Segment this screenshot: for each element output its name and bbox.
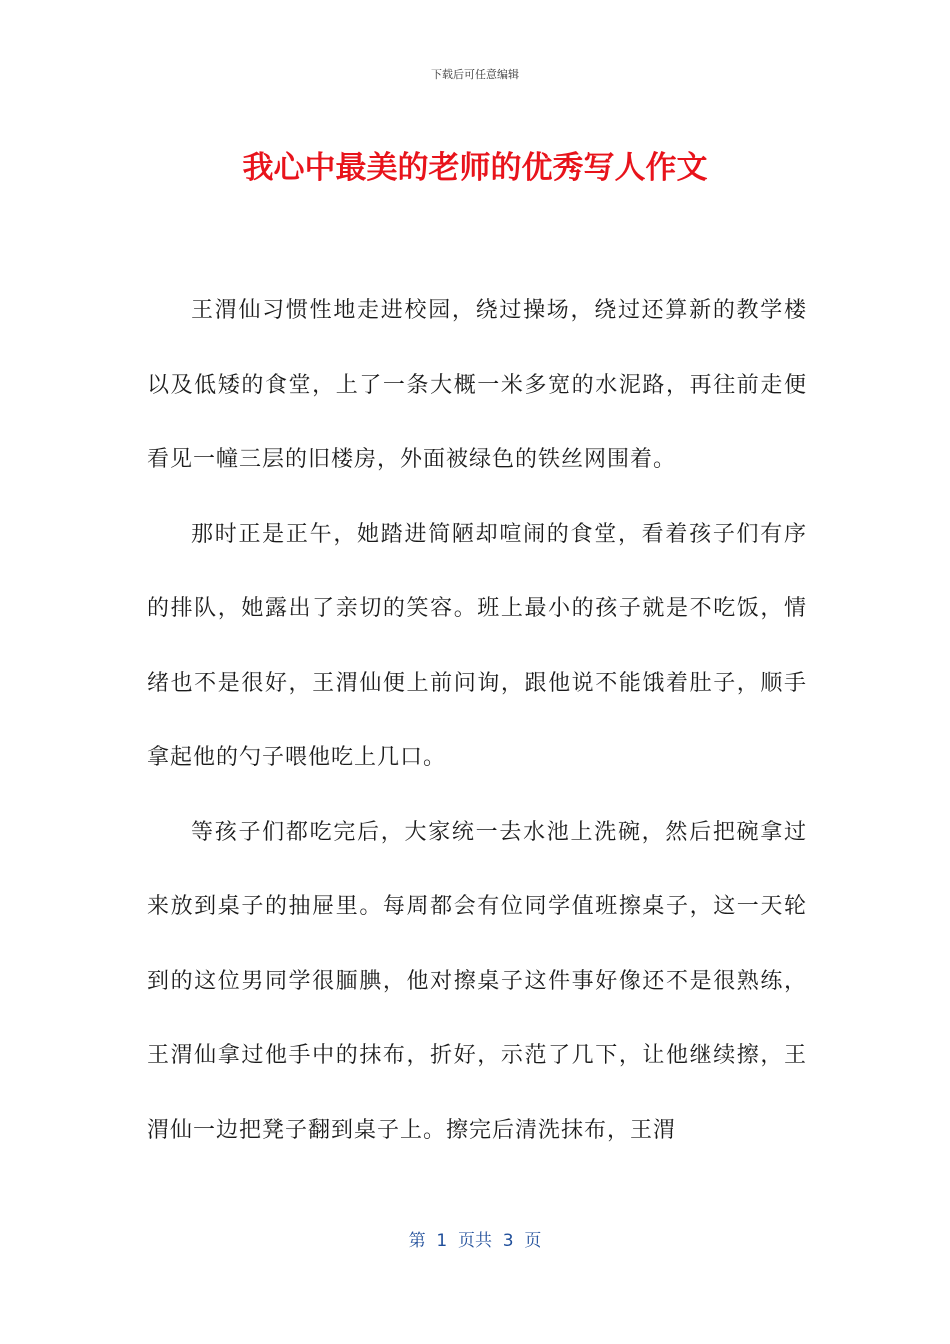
header-note: 下载后可任意编辑 — [431, 68, 519, 81]
paragraph-2: 那时正是正午，她踏进简陋却喧闹的食堂，看着孩子们有序的排队，她露出了亲切的笑容。班上最小的孩子就是不吃饭，情绪也不是很好，王渭仙便上前问询，跟他说不能饿着肚子，顺手拿起他的勺子喂他吃上几口。 — [147, 521, 807, 770]
paragraph-3: 等孩子们都吃完后，大家统一去水池上洗碗，然后把碗拿过来放到桌子的抽屉里。每周都会有位同学值班擦桌子，这一天轮到的这位男同学很腼腆，他对擦桌子这件事好像还不是很熟练，王渭仙拿过他手中的抹布，折好，示范了几下，让他继续擦，王渭仙一边把凳子翻到桌子上。擦完后清洗抹布，王渭 — [147, 819, 807, 1143]
document-body — [147, 274, 807, 1168]
page-number: 第 1 页共 3 页 — [408, 1231, 542, 1251]
paragraph-1: 王渭仙习惯性地走进校园，绕过操场，绕过还算新的教学楼以及低矮的食堂，上了一条大概一米多宽的水泥路，再往前走便看见一幢三层的旧楼房，外面被绿色的铁丝网围着。 — [147, 298, 807, 472]
document-title: 我心中最美的老师的优秀写人作文 — [242, 150, 708, 186]
